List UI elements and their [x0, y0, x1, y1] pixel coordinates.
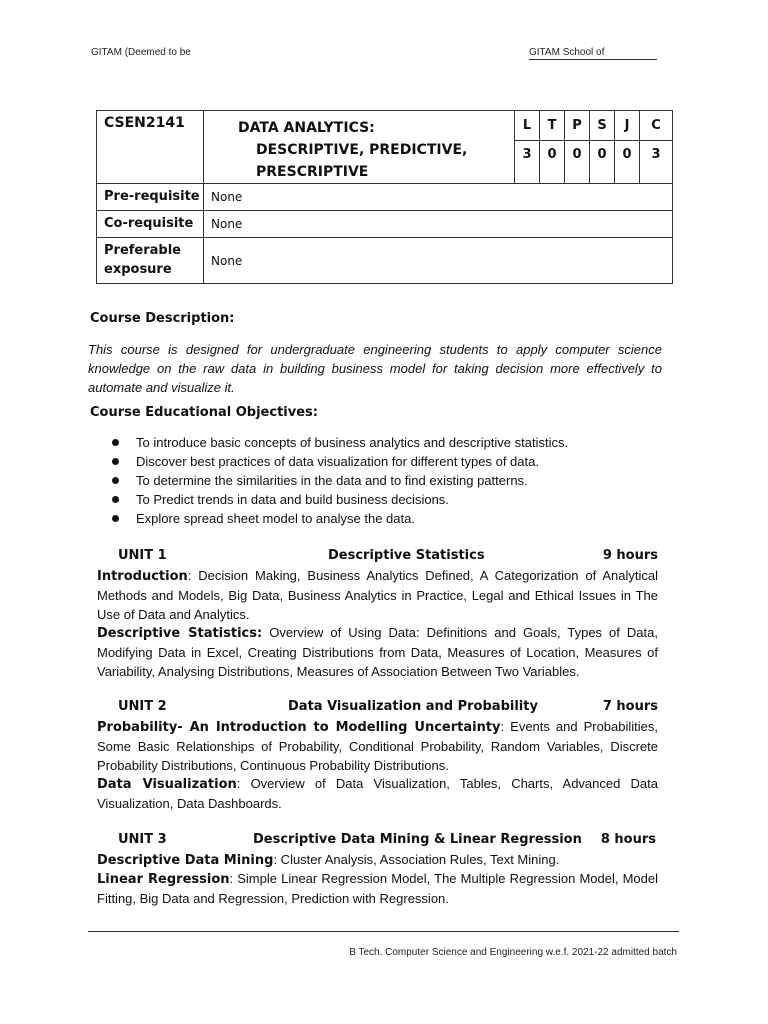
course-title-line1: DATA ANALYTICS: [238, 120, 375, 136]
course-info-table [96, 110, 673, 284]
ltp-header-c: C [640, 111, 673, 141]
topic-text: : Cluster Analysis, Association Rules, Text Mining. [273, 852, 560, 867]
course-title [204, 111, 515, 184]
header-rule [529, 59, 657, 60]
ltp-value-c: 3 [640, 141, 673, 184]
unit-1-name: UNIT 1 [118, 548, 167, 563]
unit-2-header [118, 699, 658, 717]
list-item: Discover best practices of data visualization for different types of data. [112, 452, 568, 471]
list-item: To Predict trends in data and build business decisions. [112, 490, 568, 509]
footer-text: B Tech. Computer Science and Engineering w.e.f. 2021-22 admitted batch [349, 947, 677, 958]
ltp-value-s: 0 [590, 141, 615, 184]
topic-text: : Decision Making, Business Analytics Defined, A Categorization of Analytical Methods and Models, Big Data, Business Analytics in Practice, Legal and Ethical Issues in The Use of Data and Analytics. [97, 568, 658, 622]
unit-2-topic-probability [97, 717, 658, 775]
ltp-header-p: P [565, 111, 590, 141]
unit-3-hours: 8 hours [600, 832, 656, 847]
course-description-text: This course is designed for undergraduate engineering students to apply computer science knowledge on the raw data in building business model for taking decision more effectively to automate and visualize it. [88, 342, 662, 395]
topic-heading: Descriptive Data Mining [97, 853, 274, 868]
unit-2-hours: 7 hours [602, 699, 658, 714]
unit-2-topic-data-visualization [97, 774, 658, 813]
corequisite-value: None [204, 211, 673, 238]
topic-heading: Probability- An Introduction to Modelling Uncertainty [97, 720, 501, 735]
unit-1-topic-descriptive-statistics [97, 623, 658, 681]
ltp-value-t: 0 [540, 141, 565, 184]
header-school: GITAM School of [529, 47, 605, 58]
course-title-line3: PRESCRIPTIVE [256, 164, 369, 180]
ltp-value-j: 0 [615, 141, 640, 184]
prerequisite-value: None [204, 184, 673, 211]
unit-1-topic-introduction [97, 566, 658, 624]
course-title-line2: DESCRIPTIVE, PREDICTIVE, [256, 142, 468, 158]
unit-3-name: UNIT 3 [118, 832, 167, 847]
unit-1-hours: 9 hours [602, 548, 658, 563]
topic-text: : Overview of Data Visualization, Tables, Charts, Advanced Data Visualization, Data Dashboards. [97, 776, 658, 811]
header-institution: GITAM (Deemed to be [91, 47, 191, 58]
unit-2-title: Data Visualization and Probability [288, 699, 538, 714]
ltp-value-p: 0 [565, 141, 590, 184]
topic-text: : Events and Probabilities, Some Basic Relationships of Probability, Conditional Probability, Random Variables, Discrete Probability Distributions, Continuous Probability Distributions. [97, 719, 659, 773]
unit-3-header [118, 832, 658, 850]
prerequisite-label: Pre-requisite [97, 184, 204, 211]
footer-rule [88, 931, 679, 932]
unit-1-header [118, 548, 658, 566]
topic-text: : Simple Linear Regression Model, The Multiple Regression Model, Model Fitting, Big Data and Regression, Prediction with Regression. [97, 871, 658, 906]
objectives-heading: Course Educational Objectives: [90, 405, 318, 420]
preferable-exposure-label: Preferable exposure [97, 238, 204, 284]
topic-heading: Descriptive Statistics: [97, 626, 263, 641]
topic-heading: Introduction [97, 569, 188, 584]
list-item: To determine the similarities in the data and to find existing patterns. [112, 471, 568, 490]
preferable-exposure-value: None [204, 238, 673, 284]
ltp-value-l: 3 [515, 141, 540, 184]
ltp-header-s: S [590, 111, 615, 141]
objectives-list [112, 433, 568, 528]
corequisite-label: Co-requisite [97, 211, 204, 238]
course-description-heading: Course Description: [90, 311, 235, 326]
unit-3-title: Descriptive Data Mining & Linear Regression [253, 832, 582, 847]
list-item: Explore spread sheet model to analyse the data. [112, 509, 568, 528]
ltp-header-t: T [540, 111, 565, 141]
unit-1-title: Descriptive Statistics [328, 548, 485, 563]
list-item: To introduce basic concepts of business analytics and descriptive statistics. [112, 433, 568, 452]
topic-text: Overview of Using Data: Definitions and Goals, Types of Data, Modifying Data in Excel, Creating Distributions from Data, Measures of Location, Measures of Variability, Analysing Distributions, Measures of Association Between Two Variables. [97, 625, 658, 679]
unit-3-topic-linear-regression [97, 869, 658, 908]
unit-3-topic-data-mining [97, 850, 658, 870]
course-code: CSEN2141 [97, 111, 204, 184]
ltp-header-j: J [615, 111, 640, 141]
ltp-header-l: L [515, 111, 540, 141]
unit-2-name: UNIT 2 [118, 699, 167, 714]
topic-heading: Linear Regression [97, 872, 230, 887]
topic-heading: Data Visualization [97, 777, 237, 792]
